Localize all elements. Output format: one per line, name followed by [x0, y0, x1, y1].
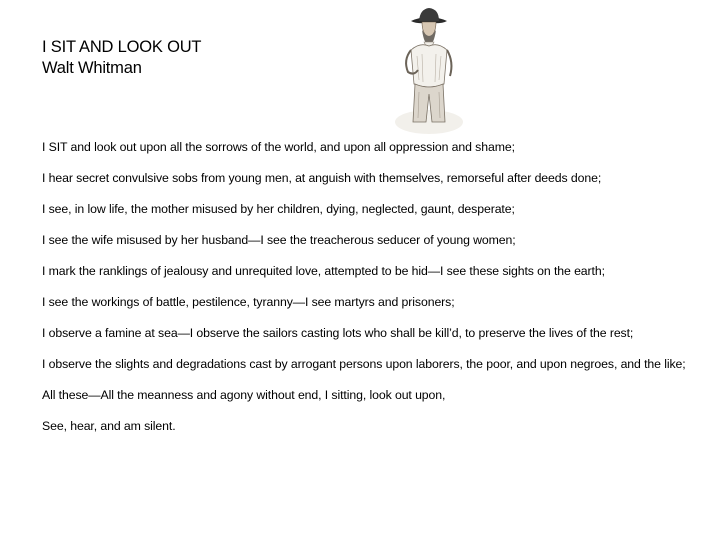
- poem-line: I observe the slights and degradations cast by arrogant persons upon laborers, the poor, and upon negroes, and the like;: [42, 357, 686, 371]
- poem-line: I hear secret convulsive sobs from young men, at anguish with themselves, remorseful after deeds done;: [42, 171, 602, 185]
- poem-line: I see, in low life, the mother misused by her children, dying, neglected, gaunt, desperate;: [42, 202, 515, 216]
- title-block: [42, 37, 201, 79]
- poem-line: I observe a famine at sea—I observe the sailors casting lots who shall be kill’d, to preserve the lives of the rest;: [42, 326, 634, 340]
- poem-title: I SIT AND LOOK OUT: [42, 38, 202, 56]
- poem-body: [42, 140, 692, 450]
- poem-line: I SIT and look out upon all the sorrows of the world, and upon all oppression and shame;: [42, 140, 515, 154]
- poem-line: I mark the ranklings of jealousy and unrequited love, attempted to be hid—I see these sights on the earth;: [42, 264, 605, 278]
- poem-line: See, hear, and am silent.: [42, 419, 176, 433]
- poem-author: Walt Whitman: [42, 59, 142, 77]
- whitman-portrait-image: [384, 0, 474, 134]
- poem-line: I see the workings of battle, pestilence, tyranny—I see martyrs and prisoners;: [42, 295, 455, 309]
- poem-line: All these—All the meanness and agony without end, I sitting, look out upon,: [42, 388, 446, 402]
- poem-line: I see the wife misused by her husband—I see the treacherous seducer of young women;: [42, 233, 516, 247]
